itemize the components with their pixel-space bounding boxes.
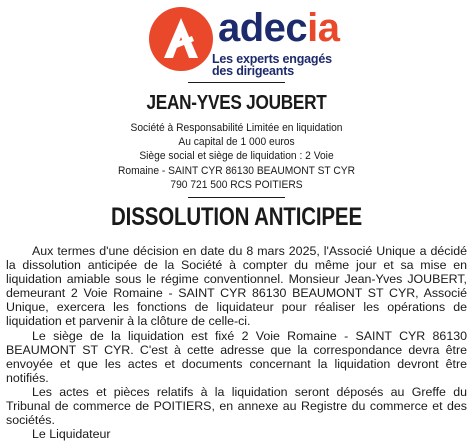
notice-paragraph: Les actes et pièces relatifs à la liquidation seront déposés au Greffe du Tribunal de commerce de POITIERS, en annexe au Registre du commerce et des sociétés. xyxy=(6,384,467,428)
notice-title: DISSOLUTION ANTICIPEE xyxy=(111,203,362,231)
adecia-logo-mark-icon xyxy=(148,6,214,72)
company-detail-line: Au capital de 1 000 euros xyxy=(178,136,295,149)
notice-signature: Le Liquidateur xyxy=(32,427,111,441)
company-name: JEAN-YVES JOUBERT xyxy=(146,92,327,114)
brand-name-part1: adec xyxy=(218,6,308,50)
notice-paragraph: Le siège de la liquidation est fixé 2 Voie Romaine - SAINT CYR 86130 BEAUMONT ST CYR. C'est à cette adresse que la correspondance devra être envoyée et que les actes et documents concernant la liquidation devront être notifiés. xyxy=(6,328,467,385)
tagline-line1: Les experts engagés xyxy=(212,52,332,66)
brand-name-part2: ia xyxy=(307,6,340,50)
adecia-logo xyxy=(148,6,338,78)
company-detail-line: 790 721 500 RCS POITIERS xyxy=(170,178,303,191)
company-detail-line: Société à Responsabilité Limitée en liquidation xyxy=(130,122,343,134)
notice-body xyxy=(6,244,467,441)
divider-top xyxy=(188,82,285,83)
brand-tagline xyxy=(212,53,332,77)
company-detail-line: Romaine - SAINT CYR 86130 BEAUMONT ST CYR xyxy=(117,164,356,177)
company-detail-line: Siège social et siège de liquidation : 2 Voie xyxy=(139,150,334,163)
tagline-line2: des dirigeants xyxy=(212,64,294,78)
brand-name xyxy=(218,8,340,48)
divider-middle xyxy=(188,197,285,198)
company-details xyxy=(24,121,450,192)
notice-paragraph: Aux termes d'une décision en date du 8 mars 2025, l'Associé Unique a décidé la dissolution anticipée de la Société à compter du même jour et sa mise en liquidation amiable sous le régime conventionnel. Monsieur Jean-Yves JOUBERT, demeurant 2 Voie Romaine - SAINT CYR 86130 BEAUMONT ST CYR, Associé Unique, exercera les fonctions de liquidateur pour réaliser les opérations de liquidation et parvenir à la clôture de celle-ci. xyxy=(6,244,467,329)
